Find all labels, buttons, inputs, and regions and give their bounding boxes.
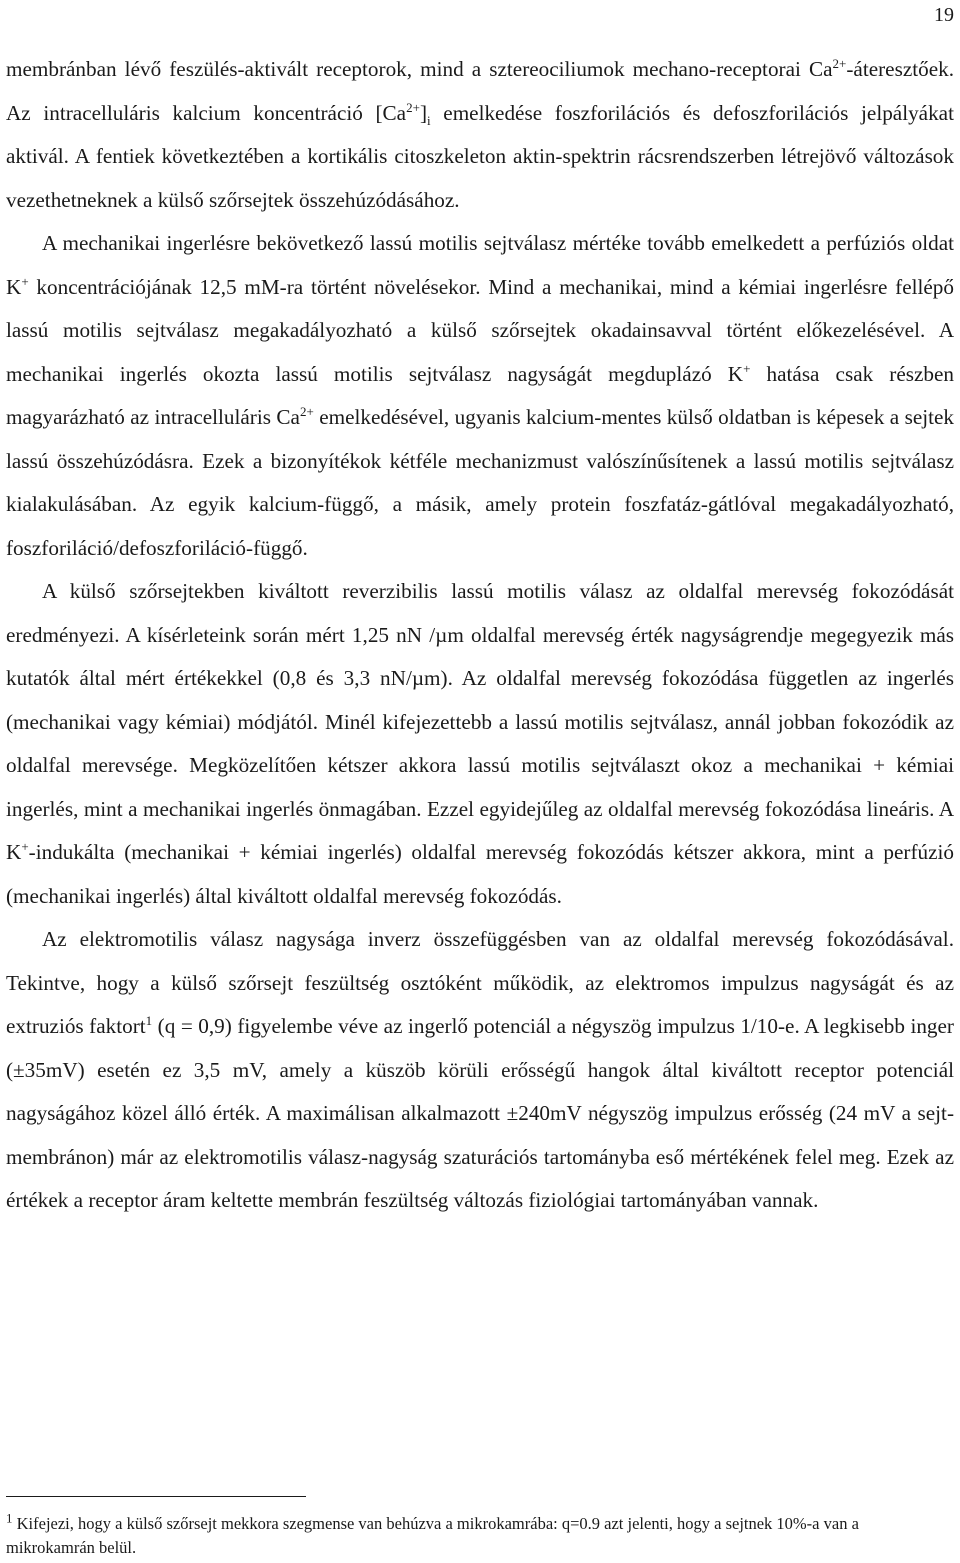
superscript: 2+ [832,55,847,71]
text-run: koncentrációjának 12,5 mM-ra történt növelésekor. Mind a mechanikai, mind a kémiai ingerlésre fellépő lassú motilis sejtválasz megakadályozható a külső szőrsejtek okadainsavval történt előkezelésével. A mechanikai ingerlés okozta lassú motilis sejtválasz nagyságát megduplázó K [6,274,954,386]
text-run: hatása csak részben magyarázható az intracelluláris Ca [6,361,954,429]
text-run: membránban lévő feszülés-aktivált receptorok, mind a sztereociliumok mechano-receptorai Ca [6,57,833,81]
text-run: Az elektromotilis válasz nagysága inverz összefüggésben van az oldalfal merevség fokozódásával. Tekintve, hogy a külső szőrsejt feszültség osztóként működik, az elektromos impulzus nagyságát és az extruziós faktort [6,927,954,1038]
superscript: 2+ [299,403,314,419]
superscript: 2+ [406,99,420,115]
paragraph [6,48,954,222]
text-run: ] [419,100,427,125]
page-number: 19 [934,4,954,26]
text-run: -áteresztőek. Az intracelluláris kalcium koncentráció [Ca [6,57,954,125]
superscript: + [21,273,29,289]
paragraph [6,918,954,1223]
footnote [6,1512,930,1560]
text-run: A külső szőrsejtekben kiváltott reverzibilis lassú motilis válasz az oldalfal merevség fokozódását eredményezi. A kísérleteink során mért 1,25 nN /µm oldalfal merevség érték nagyságrendje megegyezik más kutatók által mért értékekkel (0,8 és 3,3 nN/µm). Az oldalfal merevség fokozódása független az ingerlés (mechanikai vagy kémiai) módjától. Minél kifejezettebb a lassú motilis sejtválasz, annál jobban fokozódik az oldalfal merevsége. Megközelítően kétszer akkora lassú motilis sejtválaszt okoz a mechanikai + kémiai ingerlés, mint a mechanikai ingerlés önmagában. Ezzel egyidejűleg az oldalfal merevség fokozódása lineáris. A K [6,579,954,864]
footnote-divider [6,1496,306,1497]
text-run: (q = 0,9) figyelembe véve az ingerlő potenciál a négyszög impulzus 1/10-e. A legkisebb inger (±35mV) esetén ez 3,5 mV, amely a küszöb körüli erősségű hangok által kiváltott receptor potenciál nagyságához közel álló érték. A maximálisan alkalmazott ±240mV négyszög impulzus erősség (24 mV a sejt-membránon) már az elektromotilis válasz-nagyság szaturációs tartományba eső mértékének felel meg. Ezek az értékek a receptor áram keltette membrán feszültség változás fiziológiai tartományában vannak. [6,1014,954,1212]
superscript: + [743,360,751,376]
subscript: i [427,112,431,128]
paragraph [6,570,954,918]
body-text [6,48,954,1223]
superscript: + [21,838,29,854]
text-run: A mechanikai ingerlésre bekövetkező lassú motilis sejtválasz mértéke tovább emelkedett a perfúziós oldat K [6,231,954,299]
superscript: 1 [145,1012,153,1028]
text-run: -indukálta (mechanikai + kémiai ingerlés) oldalfal merevség fokozódás kétszer akkora, mint a perfúzió (mechanikai ingerlés) által kiváltott oldalfal merevség fokozódás. [6,840,954,908]
text-run: Kifejezi, hogy a külső szőrsejt mekkora szegmense van behúzva a mikrokamrába: q=0.9 azt jelenti, hogy a sejtnek 10%-a van a mikrokamrán belül. [6,1514,859,1557]
superscript: 1 [6,1510,13,1526]
text-run: emelkedésével, ugyanis kalcium-mentes külső oldatban is képesek a sejtek lassú összehúzódásra. Ezek a bizonyítékok kétféle mechanizmust valószínűsítenek a lassú motilis sejtválasz kialakulásában. Az egyik kalcium-függő, a másik, amely protein foszfatáz-gátlóval megakadályozható, foszforiláció/defoszforiláció-függő. [6,405,954,560]
paragraph [6,222,954,570]
text-run: emelkedése foszforilációs és defoszforilációs jelpályákat aktivál. A fentiek következtében a kortikális citoszkeleton aktin-spektrin rácsrendszerben létrejövő változások vezethetneknek a külső szőrsejtek összehúzódásához. [6,100,954,212]
